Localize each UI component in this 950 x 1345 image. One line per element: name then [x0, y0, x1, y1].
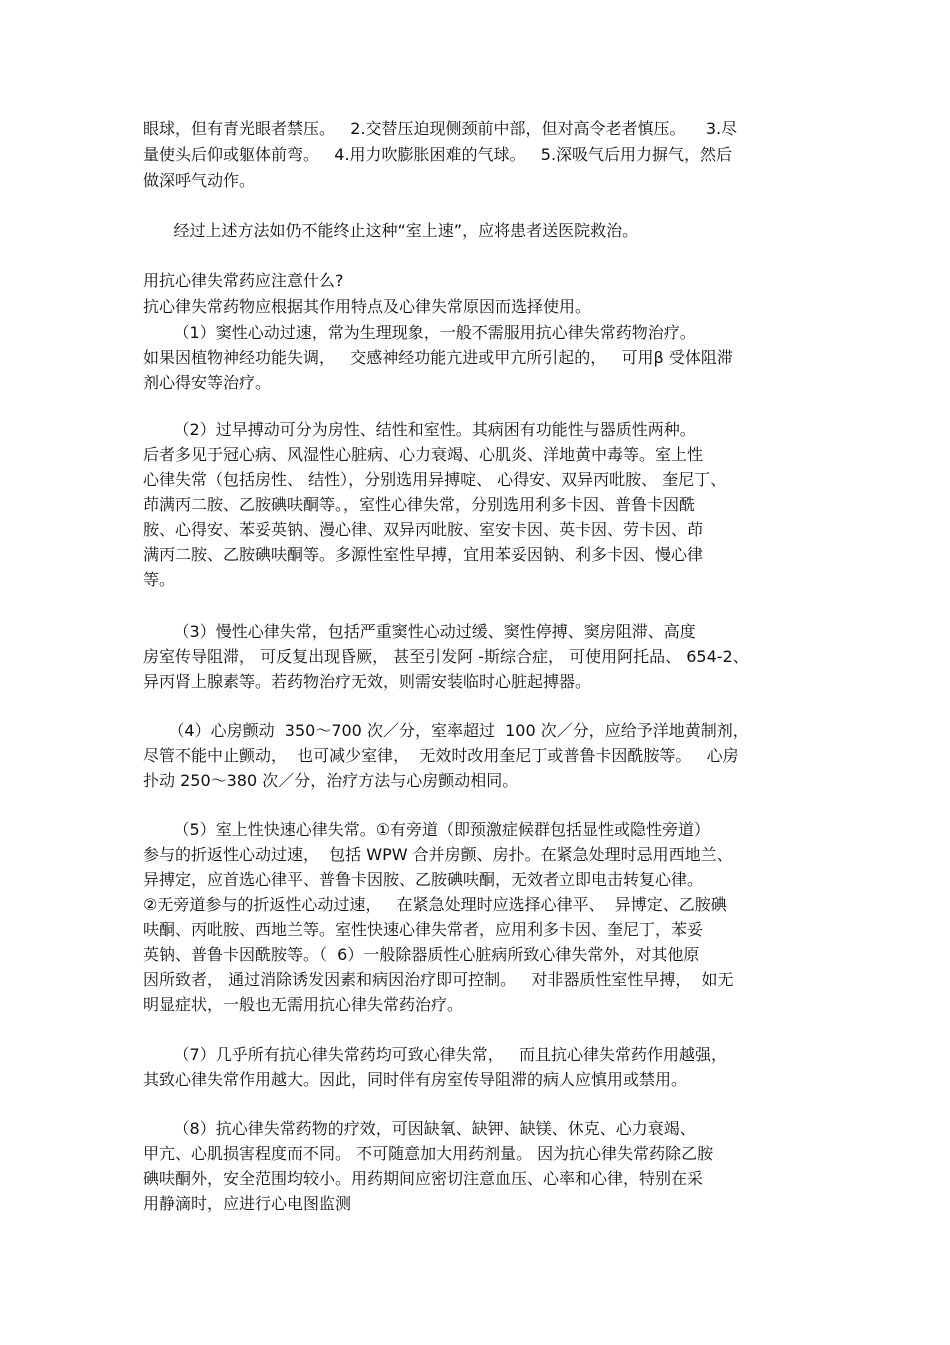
text-line: 扑动 250～380 次／分，治疗方法与心房颤动相同。	[143, 771, 519, 790]
text-line: 呋酮、丙吡胺、西地兰等。室性快速心律失常者，应用利多卡因、奎尼丁，苯妥	[143, 920, 704, 939]
text-line: 心律失常（包括房性、 结性），分别选用异搏啶、 心得安、双异丙吡胺、 奎尼丁、	[143, 470, 727, 489]
section-heading: 用抗心律失常药应注意什么?	[143, 271, 344, 290]
text-line: 做深呼气动作。	[143, 171, 256, 190]
text-line: （1）窦性心动过速，常为生理现象，一般不需服用抗心律失常药物治疗。	[143, 323, 696, 342]
text-line: 经过上述方法如仍不能终止这种“室上速”，应将患者送医院救治。	[143, 221, 639, 240]
text-line: 明显症状，一般也无需用抗心律失常药治疗。	[143, 995, 464, 1014]
text-line: 剂心得安等治疗。	[143, 373, 272, 392]
text-line: 异丙肾上腺素等。若药物治疗无效，则需安装临时心脏起搏器。	[143, 672, 592, 691]
text-line: （7）几乎所有抗心律失常药均可致心律失常， 而且抗心律失常药作用越强，	[143, 1045, 727, 1064]
text-line: 眼球，但有青光眼者禁压。 2.交替压迫现侧颈前中部，但对高令老者慎压。 3.尽	[143, 119, 738, 138]
text-line: 尽管不能中止颤动， 也可减少室律， 无效时改用奎尼丁或普鲁卡因酰胺等。 心房	[143, 746, 739, 765]
text-line: 胺、心得安、苯妥英钠、漫心律、双异丙吡胺、室安卡因、英卡因、劳卡因、茚	[143, 520, 704, 539]
text-line: （4）心房颤动 350～700 次／分，室率超过 100 次／分，应给予洋地黄制剂，	[143, 721, 749, 740]
text-line: 异搏定，应首选心律平、普鲁卡因胺、乙胺碘呋酮，无效者立即电击转复心律。	[143, 870, 704, 889]
text-line: ②无旁道参与的折返性心动过速， 在紧急处理时应选择心律平、 异博定、乙胺碘	[143, 895, 727, 914]
text-line: 房室传导阻滞， 可反复出现昏厥， 甚至引发阿 -斯综合症， 可使用阿托品、 654-2、	[143, 647, 749, 666]
text-line: 量使头后仰或躯体前弯。 4.用力吹膨胀困难的气球。 5.深吸气后用力摒气，然后	[143, 145, 733, 164]
text-line: 甲亢、心肌损害程度而不同。 不可随意加大用药剂量。 因为抗心律失常药除乙胺	[143, 1144, 714, 1163]
text-line: 满丙二胺、乙胺碘呋酮等。多源性室性早搏，宜用苯妥因钠、利多卡因、慢心律	[143, 545, 704, 564]
text-line: （5）室上性快速心律失常。①有旁道（即预激症候群包括显性或隐性旁道）	[143, 820, 711, 839]
text-line: 用静滴时，应进行心电图监测	[143, 1194, 352, 1213]
text-line: 如果因植物神经功能失调， 交感神经功能亢进或甲亢所引起的， 可用β 受体阻滞	[143, 348, 733, 367]
text-line: 抗心律失常药物应根据其作用特点及心律失常原因而选择使用。	[143, 297, 592, 316]
text-line: 茚满丙二胺、乙胺碘呋酮等。，室性心律失常，分别选用利多卡因、普鲁卡因酰	[143, 495, 696, 514]
text-line: （2）过早搏动可分为房性、结性和室性。其病困有功能性与器质性两种。	[143, 420, 696, 439]
text-line: 参与的折返性心动过速， 包括 WPW 合并房颤、房扑。在紧急处理时忌用西地兰、	[143, 845, 733, 864]
text-line: 碘呋酮外，安全范围均较小。用药期间应密切注意血压、心率和心律，特别在采	[143, 1169, 704, 1188]
text-line: 英钠、普鲁卡因酰胺等。（ 6）一般除器质性心脏病所致心律失常外，对其他原	[143, 945, 700, 964]
text-line: 其致心律失常作用越大。因此，同时伴有房室传导阻滞的病人应慎用或禁用。	[143, 1070, 688, 1089]
text-line: 因所致者， 通过消除诱发因素和病因治疗即可控制。 对非器质性室性早搏， 如无	[143, 970, 734, 989]
text-line: 等。	[143, 570, 176, 589]
text-line: （8）抗心律失常药物的疗效，可因缺氧、缺钾、缺镁、休克、心力衰竭、	[143, 1119, 696, 1138]
text-line: （3）慢性心律失常，包括严重窦性心动过缓、窦性停搏、窦房阻滞、高度	[143, 622, 696, 641]
text-line: 后者多见于冠心病、风湿性心脏病、心力衰竭、心肌炎、洋地黄中毒等。室上性	[143, 445, 704, 464]
